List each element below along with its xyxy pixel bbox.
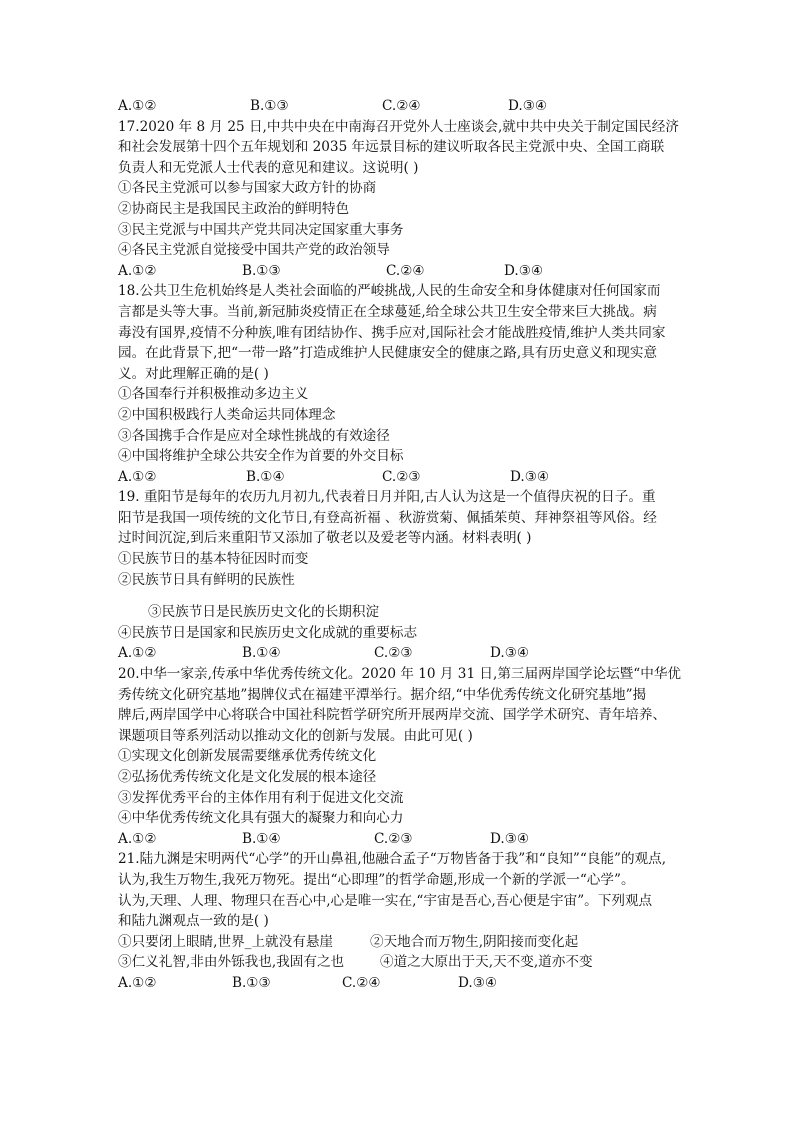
question-17	[118, 117, 678, 282]
q21-stem-line: 和陆九渊观点一致的是( )	[118, 913, 269, 930]
q20-options	[118, 829, 678, 850]
q20-option-a[interactable]: A.①②	[118, 830, 157, 847]
q21-items-row-1	[118, 932, 678, 953]
q17-stem-line: 负责人和无党派人士代表的意见和建议。这说明( )	[118, 159, 419, 176]
q21-option-b[interactable]: B.①③	[232, 974, 271, 991]
q19-options	[118, 643, 678, 664]
q20-stem-line: 牌后,两岸国学中心将联合中国社科院哲学研究所开展两岸交流、国学学术研究、青年培养、	[118, 707, 667, 724]
q18-item-4: ④中国将维护全球公共安全作为首要的外交目标	[118, 448, 404, 465]
q21-option-d[interactable]: D.③④	[458, 974, 498, 991]
q17-option-b[interactable]: B.①③	[242, 262, 281, 279]
q19-stem-line: 阳节是我国一项传统的文化节日,有登高祈福 、秋游赏菊、佩插茱萸、拜神祭祖等风俗。经	[118, 509, 657, 526]
q17-option-d[interactable]: D.③④	[504, 262, 544, 279]
q21-stem-line: 21.陆九渊是宋明两代“心学”的开山鼻祖,他融合孟子“万物皆备于我”和“良知”“良能”的观点,	[118, 851, 667, 868]
q21-item-1: ①只要闭上眼睛,世界_上就没有悬崖	[118, 933, 334, 950]
q17-option-c[interactable]: C.②④	[386, 262, 425, 279]
q21-stem-line: 认为,天理、人理、物理只在吾心中,心是唯一实在,“宇宙是吾心,吾心便是宇宙”。下列观点	[118, 892, 653, 909]
q21-items-row-2	[118, 952, 678, 973]
q18-options	[118, 467, 678, 488]
q20-stem-line: 秀传统文化研究基地”揭牌仪式在福建平潭举行。据介绍,“中华优秀传统文化研究基地”揭	[118, 686, 647, 703]
q19-item-3: ③民族节日是民族历史文化的长期积淀	[148, 604, 380, 621]
question-18	[118, 281, 678, 487]
q16-option-d[interactable]: D.③④	[508, 98, 548, 114]
q18-stem-line: 园。在此背景下,把“一带一路”打造成维护人民健康安全的健康之路,具有历史意义和现实意	[118, 345, 658, 362]
q21-item-3: ③仁义礼智,非由外铄我也,我固有之也	[118, 954, 345, 971]
q20-item-1: ①实现文化创新发展需要继承优秀传统文化	[118, 748, 377, 765]
q16-options	[118, 96, 678, 117]
q18-option-d[interactable]: D.③④	[510, 468, 550, 485]
q19-item-1: ①民族节日的基本特征因时而变	[118, 551, 309, 568]
q20-item-3: ③发挥优秀平台的主体作用有利于促进文化交流	[118, 789, 404, 806]
q17-stem-line: 和社会发展第十四个五年规划和 2035 年远景目标的建议听取各民主党派中央、全国工商联	[118, 139, 665, 156]
q20-item-4: ④中华优秀传统文化具有强大的凝聚力和向心力	[118, 810, 404, 827]
q16-option-b[interactable]: B.①③	[250, 98, 289, 114]
q20-option-d[interactable]: D.③④	[490, 830, 530, 847]
q21-item-2: ②天地合而万物生,阴阳接而变化起	[370, 933, 579, 950]
q18-item-1: ①各国奉行并积极推动多边主义	[118, 386, 309, 403]
q20-option-b[interactable]: B.①④	[242, 830, 281, 847]
q17-item-4: ④各民主党派自觉接受中国共产党的政治领导	[118, 242, 390, 259]
q17-options	[118, 261, 678, 282]
q19-option-b[interactable]: B.①④	[242, 645, 281, 662]
question-20	[118, 664, 682, 849]
q20-item-2: ②弘扬优秀传统文化是文化发展的根本途径	[118, 769, 377, 785]
q19-option-d[interactable]: D.③④	[490, 645, 530, 662]
q20-stem-line: 课题项目等系列活动以推动文化的创新与发展。由此可见( )	[118, 727, 473, 744]
q20-stem-line: 20.中华一家亲,传承中华优秀传统文化。2020 年 10 月 31 日,第三届两岸国学论坛暨“中华优	[118, 666, 682, 683]
q19-item-4: ④民族节日是国家和民族历史文化成就的重要标志	[118, 624, 418, 641]
q18-stem-line: 毒没有国界,疫情不分种族,唯有团结协作、携手应对,国际社会才能战胜疫情,维护人类共同家	[118, 324, 666, 341]
q18-item-2: ②中国积极践行人类命运共同体理念	[118, 406, 336, 423]
q19-stem-line: 19. 重阳节是每年的农历九月初九,代表着日月并阳,古人认为这是一个值得庆祝的日子。重	[118, 489, 656, 506]
q19-option-a[interactable]: A.①②	[118, 645, 157, 662]
q19-item-2: ②民族节日具有鲜明的民族性	[118, 571, 295, 588]
question-19	[118, 487, 678, 664]
q21-stem-line: 认为,我生万物生,我死万物死。提出“心即理”的哲学命题,形成一个新的学派一“心学”。	[118, 871, 635, 888]
q20-option-c[interactable]: C.②③	[374, 830, 413, 847]
q18-stem-line: 义。对此理解正确的是( )	[118, 365, 269, 382]
spacer	[118, 590, 678, 602]
q21-option-c[interactable]: C.②④	[342, 974, 381, 991]
q18-option-c[interactable]: C.②③	[382, 468, 421, 485]
q18-option-a[interactable]: A.①②	[118, 468, 157, 485]
q17-stem-line: 17.2020 年 8 月 25 日,中共中央在中南海召开党外人士座谈会,就中共中央关于制定国民经济	[118, 118, 679, 135]
q17-option-a[interactable]: A.①②	[118, 262, 157, 279]
exam-page	[118, 96, 682, 994]
q16-option-c[interactable]: C.②④	[382, 98, 421, 114]
q19-option-c[interactable]: C.②③	[374, 645, 413, 662]
q17-item-2: ②协商民主是我国民主政治的鲜明特色	[118, 200, 350, 217]
q18-stem-line: 18.公共卫生危机始终是人类社会面临的严峻挑战,人民的生命安全和身体健康对任何国家而	[118, 283, 661, 300]
q21-options	[118, 973, 678, 994]
q18-item-3: ③各国携手合作是应对全球性挑战的有效途径	[118, 427, 390, 444]
q19-stem-line: 过时间沉淀,到后来重阳节又添加了敬老以及爱老等内涵。材料表明( )	[118, 530, 532, 547]
q18-option-b[interactable]: B.①④	[246, 468, 285, 485]
q16-option-a[interactable]: A.①②	[118, 98, 157, 114]
q21-option-a[interactable]: A.①②	[118, 974, 157, 991]
q18-stem-line: 言都是头等大事。当前,新冠肺炎疫情正在全球蔓延,给全球公共卫生安全带来巨大挑战。病	[118, 303, 657, 320]
question-21	[118, 849, 678, 993]
q17-item-3: ③民主党派与中国共产党共同决定国家重大事务	[118, 221, 404, 238]
q21-item-4: ④道之大原出于天,天不变,道亦不变	[380, 954, 593, 971]
q17-item-1: ①各民主党派可以参与国家大政方针的协商	[118, 180, 377, 197]
